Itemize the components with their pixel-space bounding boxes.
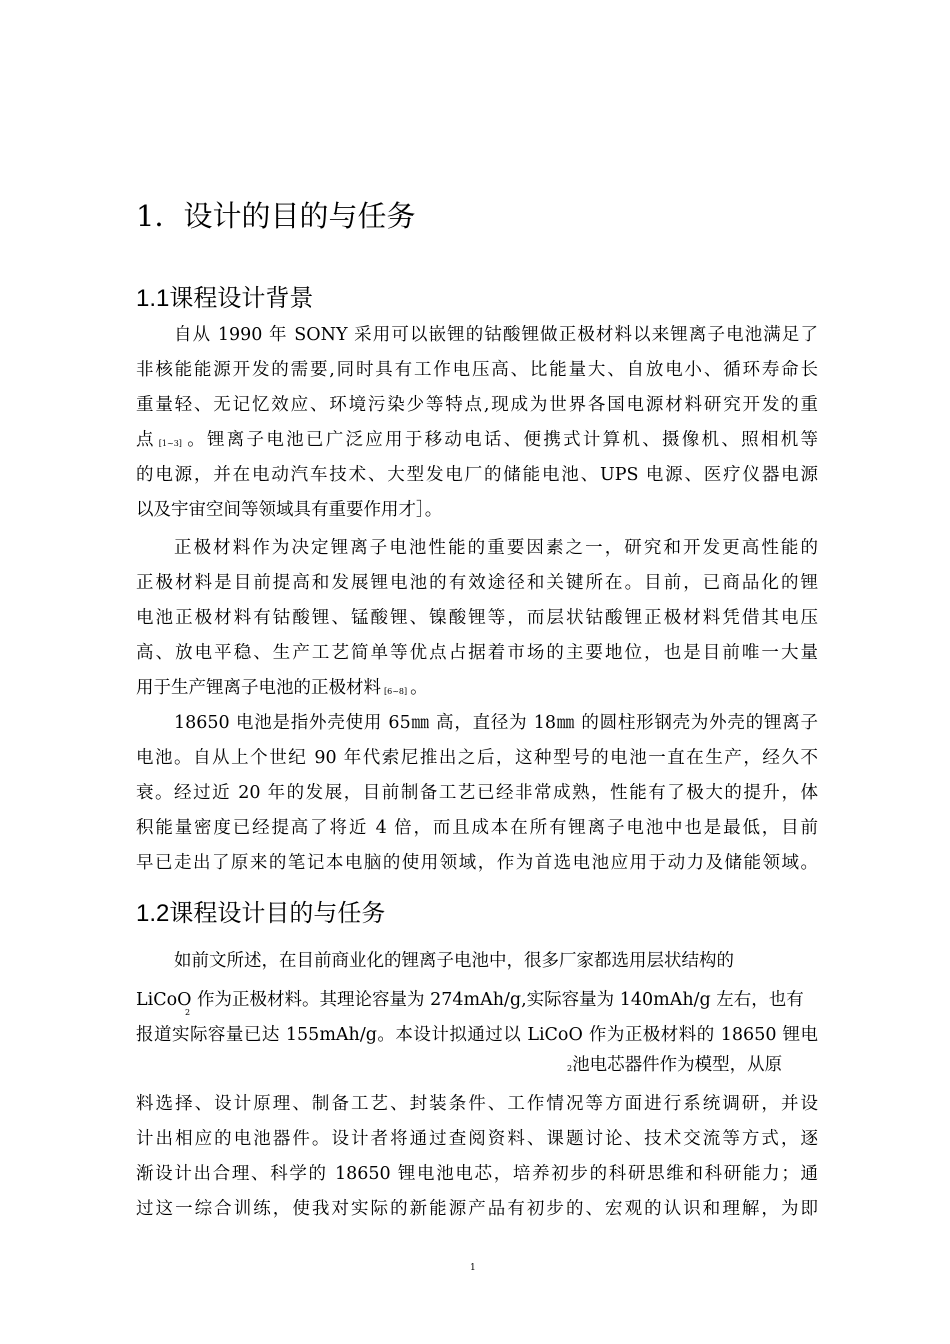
section-title: 课程设计背景 (169, 284, 314, 312)
section-heading-1-1 (136, 281, 313, 316)
text-span: 池电芯器件作为模型，从原 (572, 1055, 783, 1075)
citation: [6~8] (384, 687, 408, 696)
paragraph-line: 以及宇宙空间等领域具有重要作用才］。 (136, 500, 443, 520)
paragraph-line: 的电源，并在电动汽车技术、大型发电厂的储能电池、UPS 电源、医疗仪器电源 (136, 465, 818, 485)
paragraph-line: 过这一综合训练，使我对实际的新能源产品有初步的、宏观的认识和理解，为即 (136, 1199, 818, 1219)
text-span: 用于生产锂离子电池的正极材料 (136, 678, 381, 698)
paragraph-line (136, 671, 428, 708)
paragraph-line: 正极材料是目前提高和发展锂电池的有效途径和关键所在。目前，已商品化的锂 (136, 573, 818, 593)
text-span: 。 (410, 678, 428, 698)
paragraph-line (567, 1048, 782, 1082)
paragraph-line: 18650 电池是指外壳使用 65㎜ 高，直径为 18㎜ 的圆柱形钢壳为外壳的锂离子 (174, 713, 818, 733)
section-heading-1-2 (136, 896, 385, 931)
paragraph-line: 计出相应的电池器件。设计者将通过查阅资料、课题讨论、技术交流等方式，逐 (136, 1129, 818, 1149)
paragraph-line: 正极材料作为决定锂离子电池性能的重要因素之一，研究和开发更高性能的 (174, 538, 818, 558)
paragraph-line: 非核能能源开发的需要,同时具有工作电压高、比能量大、自放电小、循环寿命长 (136, 360, 818, 380)
paragraph-line: 重量轻、无记忆效应、环境污染少等特点,现成为世界各国电源材料研究开发的重 (136, 395, 818, 415)
paragraph-line: 报道实际容量已达 155mAh/g。本设计拟通过以 LiCoO 作为正极材料的 18650 锂电 (136, 1025, 818, 1045)
chapter-heading: 1．设计的目的与任务 (136, 199, 416, 233)
paragraph-line: 衰。经过近 20 年的发展，目前制备工艺已经非常成熟，性能有了极大的提升，体 (136, 783, 818, 803)
subscript: 2 (567, 1064, 573, 1073)
paragraph-line: 如前文所述，在目前商业化的锂离子电池中，很多厂家都选用层状结构的 (174, 951, 734, 971)
paragraph-line: 料选择、设计原理、制备工艺、封装条件、工作情况等方面进行系统调研，并设 (136, 1094, 818, 1114)
paragraph-line (136, 423, 818, 460)
section-number: 1.2 (136, 900, 170, 927)
paragraph-line: 渐设计出合理、科学的 18650 锂电池电芯，培养初步的科研思维和科研能力；通 (136, 1164, 818, 1184)
paragraph-line: LiCoO 作为正极材料。其理论容量为 274mAh/g,实际容量为 140mAh/g 左右，也有 (136, 990, 804, 1010)
paragraph-line: 自从 1990 年 SONY 采用可以嵌锂的钴酸锂做正极材料以来锂离子电池满足了 (174, 325, 818, 345)
paragraph-line: 电池正极材料有钴酸锂、锰酸锂、镍酸锂等，而层状钴酸锂正极材料凭借其电压 (136, 608, 818, 628)
paragraph-line: 积能量密度已经提高了将近 4 倍，而且成本在所有锂离子电池中也是最低，目前 (136, 818, 818, 838)
section-title: 课程设计目的与任务 (169, 899, 386, 927)
paragraph-line: 早已走出了原来的笔记本电脑的使用领域，作为首选电池应用于动力及储能领域。 (136, 853, 818, 873)
text-span: 。锂离子电池已广泛应用于移动电话、便携式计算机、摄像机、照相机等 (184, 430, 819, 450)
page-number: 1 (470, 1263, 476, 1273)
citation: [1~3] (158, 439, 182, 448)
subscript: 2 (185, 1008, 191, 1017)
text-span: 点 (136, 430, 156, 450)
paragraph-line: 电池。自从上个世纪 90 年代索尼推出之后，这种型号的电池一直在生产，经久不 (136, 748, 818, 768)
section-number: 1.1 (136, 285, 170, 312)
paragraph-line: 高、放电平稳、生产工艺简单等优点占据着市场的主要地位，也是目前唯一大量 (136, 643, 818, 663)
